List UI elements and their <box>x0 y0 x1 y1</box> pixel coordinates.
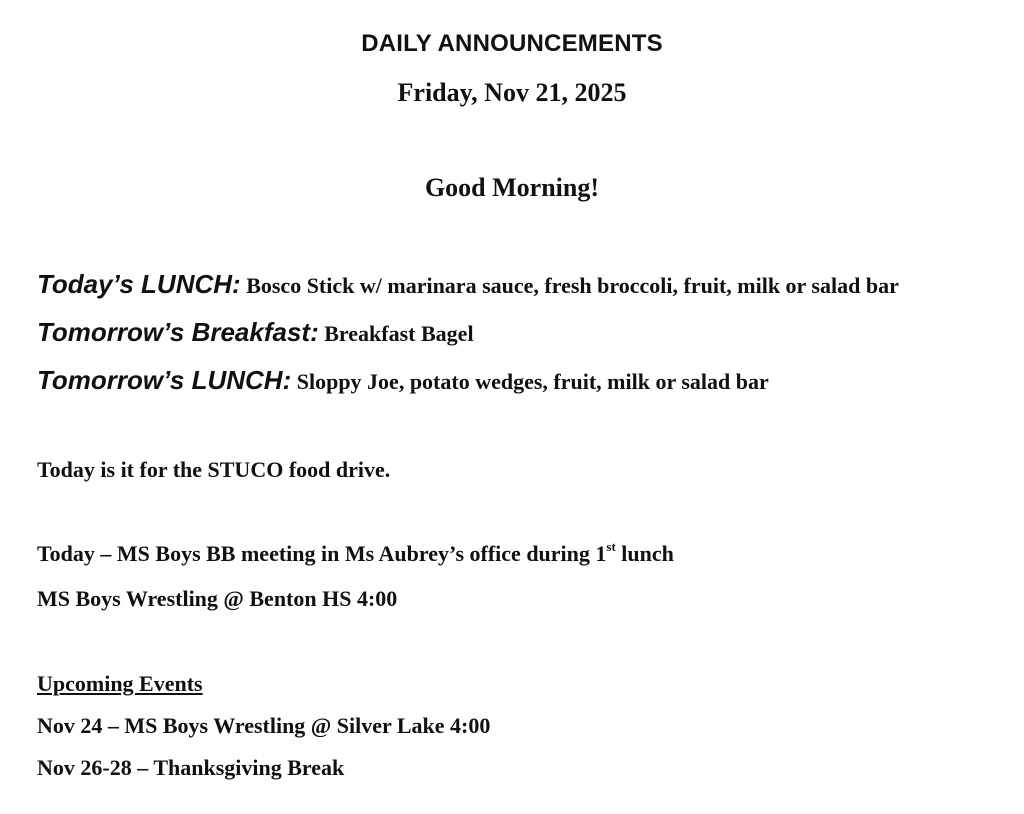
page-date: Friday, Nov 21, 2025 <box>397 78 627 107</box>
menu-row-today-lunch <box>37 270 899 300</box>
bb-meeting-announcement <box>37 540 674 568</box>
menu-row-tomorrow-lunch <box>37 366 769 396</box>
page-title: DAILY ANNOUNCEMENTS <box>361 30 663 57</box>
menu-text: Sloppy Joe, potato wedges, fruit, milk or salad bar <box>296 369 769 394</box>
bb-meeting-text: Today – MS Boys BB meeting in Ms Aubrey’s office during 1 <box>37 541 607 566</box>
upcoming-event-item: Nov 24 – MS Boys Wrestling @ Silver Lake 4:00 <box>37 713 491 738</box>
upcoming-events-heading: Upcoming Events <box>37 671 203 696</box>
menu-label: Tomorrow’s LUNCH: <box>37 365 292 395</box>
ordinal-suffix: st <box>606 538 616 554</box>
food-drive-announcement: Today is it for the STUCO food drive. <box>37 457 391 482</box>
menu-text: Bosco Stick w/ marinara sauce, fresh broccoli, fruit, milk or salad bar <box>246 273 899 298</box>
menu-label: Tomorrow’s Breakfast: <box>37 317 319 347</box>
bb-meeting-text-end: lunch <box>615 541 674 566</box>
upcoming-event-item: Nov 26-28 – Thanksgiving Break <box>37 755 345 780</box>
greeting: Good Morning! <box>424 173 600 202</box>
wrestling-announcement: MS Boys Wrestling @ Benton HS 4:00 <box>37 586 398 611</box>
menu-text: Breakfast Bagel <box>324 321 474 346</box>
menu-row-tomorrow-breakfast <box>37 318 474 348</box>
menu-label: Today’s LUNCH: <box>37 269 241 299</box>
